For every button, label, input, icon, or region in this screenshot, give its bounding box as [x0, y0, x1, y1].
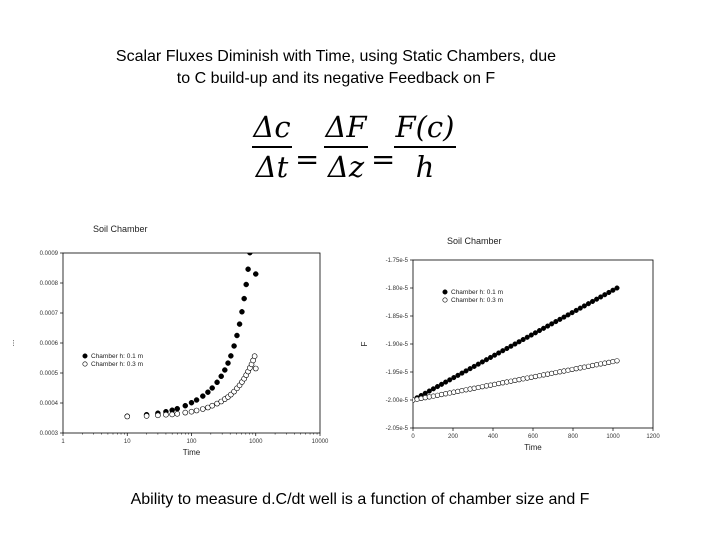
legend-marker: [443, 290, 447, 294]
y-tick-label: 0.0008: [39, 281, 58, 287]
formula-fraction-bar: [252, 146, 292, 148]
x-tick-label: 10: [123, 439, 131, 445]
y-tick-label: -1.85e-5: [385, 314, 408, 320]
data-point-h01: [239, 309, 244, 314]
data-point-h01: [228, 353, 233, 358]
data-point-h03: [183, 410, 188, 415]
y-axis-title: F: [360, 341, 369, 347]
data-point-h03: [210, 403, 215, 408]
data-point-h01: [215, 380, 220, 385]
data-point-h01: [222, 368, 227, 373]
x-tick-label: 0: [411, 434, 415, 440]
data-point-h01: [234, 333, 239, 338]
x-tick-label: 1000: [606, 434, 620, 440]
slide-caption: Ability to measure d.C/dt well is a function of chamber size and F: [130, 491, 590, 508]
x-tick-label: 100: [186, 439, 197, 445]
data-point-h01: [232, 344, 237, 349]
x-axis-title: Time: [182, 448, 201, 457]
x-tick-label: 1000: [249, 439, 263, 445]
data-point-h01: [615, 286, 620, 291]
legend-label: Chamber h: 0.3 m: [451, 297, 504, 304]
formula-equals-2: =: [371, 142, 396, 176]
plot-frame: [63, 253, 320, 433]
y-tick-label: 0.0003: [39, 431, 58, 437]
x-tick-label: 1: [61, 439, 65, 445]
series-group: [411, 286, 620, 403]
data-point-h01: [249, 233, 254, 238]
data-point-h03: [163, 412, 168, 417]
data-point-h03: [200, 407, 205, 412]
data-point-h01: [253, 272, 258, 277]
data-point-h01: [183, 403, 188, 408]
chart-left-log-time: [0, 220, 345, 470]
formula-fraction-bar: [394, 146, 456, 148]
x-axis-title: Time: [524, 443, 542, 452]
data-point-h03: [170, 412, 175, 417]
formula-rhs-numerator: F(c): [395, 110, 455, 144]
formula-mid-denominator: Δz: [327, 150, 365, 184]
data-point-h03: [144, 413, 149, 418]
data-point-h03: [194, 408, 199, 413]
x-tick-label: 10000: [311, 439, 329, 445]
slide-title-line-2: to C build-up and its negative Feedback on F: [176, 70, 496, 87]
data-point-h01: [200, 394, 205, 399]
y-axis-title: ...: [7, 339, 16, 347]
x-tick-label: 800: [567, 434, 579, 440]
y-tick-label: -1.75e-5: [385, 258, 408, 264]
data-point-h03: [253, 366, 258, 371]
data-point-h01: [246, 267, 251, 272]
data-point-h01: [237, 322, 242, 327]
formula-mid-numerator: ΔF: [325, 110, 367, 144]
y-tick-label: -2.00e-5: [385, 398, 408, 404]
slide-title: [0, 46, 672, 90]
x-tick-label: 200: [447, 434, 459, 440]
data-point-h01: [251, 214, 256, 219]
data-point-h03: [155, 413, 160, 418]
x-tick-label: 400: [487, 434, 499, 440]
data-point-h01: [242, 296, 247, 301]
formula-rhs-denominator: h: [415, 150, 435, 184]
y-tick-label: 0.0004: [39, 401, 58, 407]
x-tick-label: 1200: [646, 434, 660, 440]
y-tick-label: -1.95e-5: [385, 370, 408, 376]
x-tick-label: 600: [527, 434, 539, 440]
y-tick-label: 0.0006: [39, 341, 58, 347]
slide-title-line-1: Scalar Fluxes Diminish with Time, using Static Chambers, due: [115, 48, 557, 65]
legend-marker: [443, 298, 447, 302]
chart-right-flux: [355, 232, 665, 464]
data-point-h01: [189, 400, 194, 405]
chart-title: Soil Chamber: [93, 224, 148, 234]
data-point-h03: [189, 409, 194, 414]
data-point-h01: [226, 361, 231, 366]
data-point-h03: [615, 359, 620, 364]
legend-marker: [83, 354, 87, 358]
data-point-h01: [244, 282, 249, 287]
legend-marker: [83, 362, 87, 366]
formula-lhs-denominator: Δt: [255, 150, 289, 184]
formula-rhs: [394, 112, 456, 182]
data-point-h01: [175, 406, 180, 411]
y-tick-label: 0.0009: [39, 251, 58, 257]
y-tick-label: -1.80e-5: [385, 286, 408, 292]
formula-middle: [324, 112, 368, 182]
data-point-h03: [125, 414, 130, 419]
y-tick-label: 0.0005: [39, 371, 58, 377]
data-point-h03: [252, 354, 257, 359]
data-point-h01: [210, 386, 215, 391]
plot-frame: [413, 260, 653, 428]
data-point-h01: [219, 374, 224, 379]
y-tick-label: -1.90e-5: [385, 342, 408, 348]
chart-title: Soil Chamber: [447, 236, 502, 246]
y-tick-label: 0.0007: [39, 311, 58, 317]
formula-fraction-bar: [324, 146, 368, 148]
formula-lhs-numerator: Δc: [253, 110, 291, 144]
legend-label: Chamber h: 0.1 m: [91, 353, 144, 360]
legend-label: Chamber h: 0.1 m: [451, 289, 504, 296]
y-tick-label: -2.05e-5: [385, 426, 408, 432]
data-point-h01: [194, 398, 199, 403]
legend-label: Chamber h: 0.3 m: [91, 361, 144, 368]
flux-formula: [252, 112, 462, 202]
data-point-h01: [205, 390, 210, 395]
formula-lhs: [252, 112, 292, 182]
data-point-h03: [175, 411, 180, 416]
formula-equals-1: =: [295, 142, 320, 176]
